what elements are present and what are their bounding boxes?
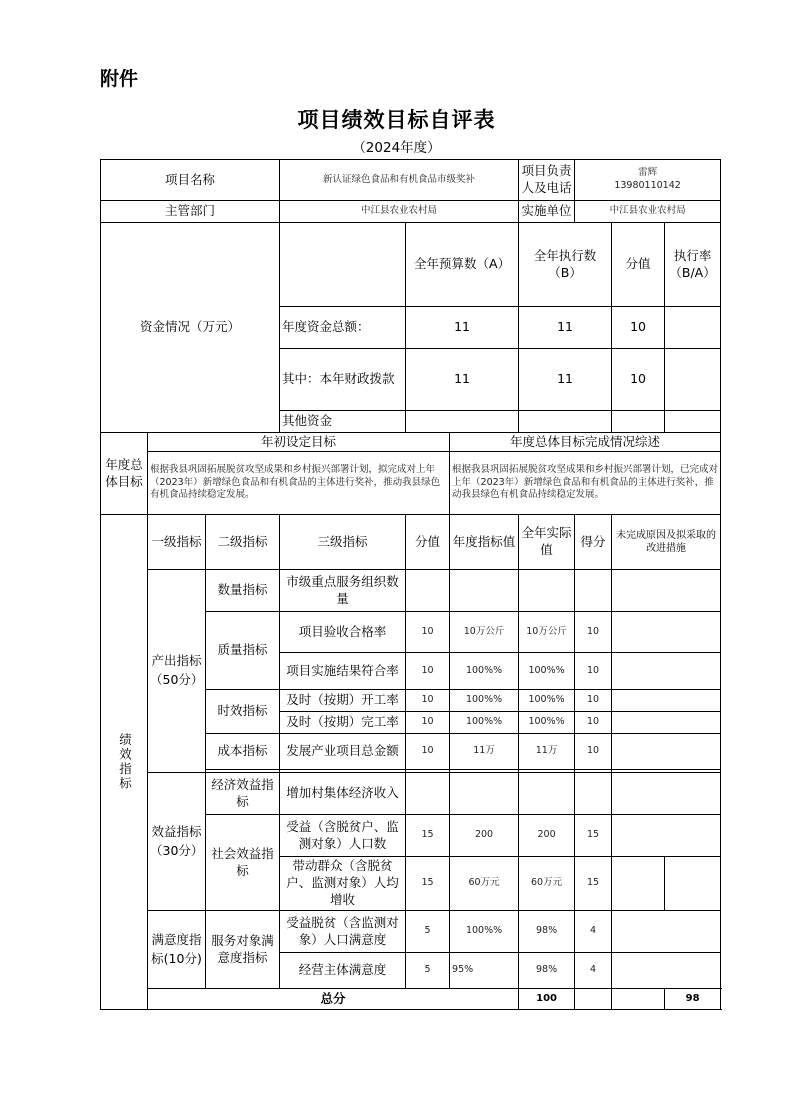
indicator-target: 100%% xyxy=(450,712,519,734)
indicator-reason xyxy=(612,953,721,989)
perf-header-actual: 全年实际值 xyxy=(519,515,575,570)
indicator-value: 5 xyxy=(406,911,450,953)
funds-header-score-value: 分值 xyxy=(612,223,665,307)
indicator-target: 100%% xyxy=(450,690,519,712)
funds-budget xyxy=(406,411,519,433)
total-label: 总分 xyxy=(148,989,519,1010)
indicator-score: 4 xyxy=(575,953,612,989)
indicator-reason xyxy=(665,857,721,911)
l3-indicator: 及时（按期）开工率 xyxy=(280,690,406,712)
project-name-value: 新认证绿色食品和有机食品市级奖补 xyxy=(280,160,519,201)
l3-indicator: 市级重点服务组织数量 xyxy=(280,570,406,612)
l2-quality: 质量指标 xyxy=(206,612,280,690)
indicator-score: 4 xyxy=(575,911,612,953)
indicator-reason xyxy=(612,570,721,612)
impl-unit-value: 中江县农业农村局 xyxy=(575,201,721,223)
year-subtitle: （2024年度） xyxy=(352,140,441,156)
l3-indicator: 受益脱贫（含监测对象）人口满意度 xyxy=(280,911,406,953)
indicator-actual: 100%% xyxy=(519,653,575,690)
indicator-actual: 98% xyxy=(519,911,575,953)
indicator-actual: 11万 xyxy=(519,734,575,770)
indicator-value: 15 xyxy=(406,857,450,911)
funds-budget: 11 xyxy=(406,307,519,349)
total-score: 98 xyxy=(665,989,721,1010)
leader-phone: 13980110142 xyxy=(614,180,681,191)
l3-indicator: 受益（含脱贫户、监测对象）人口数 xyxy=(280,815,406,857)
funds-score-value xyxy=(612,411,665,433)
indicator-value: 10 xyxy=(406,612,450,653)
indicator-score: 10 xyxy=(575,690,612,712)
perf-label-text: 绩效指标 xyxy=(117,733,133,791)
indicator-value: 10 xyxy=(406,690,450,712)
satisfaction-indicator-label: 满意度指标(10分) xyxy=(148,911,206,989)
benefit-indicator-label: 效益指标（30分） xyxy=(148,773,206,911)
indicator-actual: 100%% xyxy=(519,712,575,734)
indicator-score: 10 xyxy=(575,712,612,734)
l3-indicator: 带动群众（含脱贫户、监测对象）人均增收 xyxy=(280,857,406,911)
indicator-actual xyxy=(519,773,575,815)
indicator-reason xyxy=(612,815,721,857)
indicator-value: 10 xyxy=(406,734,450,770)
l2-social: 社会效益指标 xyxy=(206,815,280,911)
indicator-value: 10 xyxy=(406,712,450,734)
indicator-actual: 60万元 xyxy=(519,857,575,911)
funds-header-budget: 全年预算数（A） xyxy=(406,223,519,307)
indicator-reason xyxy=(612,712,721,734)
indicator-actual xyxy=(519,570,575,612)
annual-goal-label: 年度总体目标 xyxy=(101,433,148,515)
goal-summary-header: 年度总体目标完成情况综述 xyxy=(450,433,721,452)
attachment-label: 附件 xyxy=(100,68,139,90)
l3-indicator: 项目实施结果符合率 xyxy=(280,653,406,690)
l3-indicator: 增加村集体经济收入 xyxy=(280,773,406,815)
funds-score-value: 10 xyxy=(612,307,665,349)
indicator-reason xyxy=(612,734,721,770)
leader-name: 雷辉 xyxy=(638,167,658,179)
indicator-target: 100%% xyxy=(450,653,519,690)
funds-exec: 11 xyxy=(519,349,612,411)
l3-indicator: 及时（按期）完工率 xyxy=(280,712,406,734)
funds-score-value: 10 xyxy=(612,349,665,411)
output-indicator-label: 产出指标（50分） xyxy=(148,570,206,773)
dept-value: 中江县农业农村局 xyxy=(280,201,519,223)
impl-unit-label: 实施单位 xyxy=(519,201,575,223)
indicator-reason xyxy=(612,653,721,690)
l3-indicator: 经营主体满意度 xyxy=(280,953,406,989)
dept-label: 主管部门 xyxy=(101,201,280,223)
funds-row-label: 年度资金总额： xyxy=(280,307,406,349)
page-title: 项目绩效目标自评表 xyxy=(297,108,496,132)
funds-header-rate: 执行率（B/A） xyxy=(665,223,721,307)
indicator-value: 15 xyxy=(406,815,450,857)
indicator-reason xyxy=(612,690,721,712)
indicator-value xyxy=(406,773,450,815)
indicator-value: 10 xyxy=(406,653,450,690)
indicator-target xyxy=(450,570,519,612)
indicator-reason xyxy=(612,857,665,911)
funds-row-label: 其中：本年财政拨款 xyxy=(280,349,406,411)
indicator-score: 10 xyxy=(575,612,612,653)
perf-header-target: 年度指标值 xyxy=(450,515,519,570)
l2-timeliness: 时效指标 xyxy=(206,690,280,734)
perf-label xyxy=(101,515,148,1010)
indicator-reason xyxy=(612,773,721,815)
indicator-target: 100%% xyxy=(450,911,519,953)
indicator-target: 95% xyxy=(450,953,519,989)
performance-table xyxy=(100,159,721,1010)
indicator-target: 11万 xyxy=(450,734,519,770)
perf-header-l3: 三级指标 xyxy=(280,515,406,570)
total-value: 100 xyxy=(519,989,575,1010)
indicator-actual: 200 xyxy=(519,815,575,857)
indicator-actual: 100%% xyxy=(519,690,575,712)
goal-summary-text: 根据我县巩固拓展脱贫攻坚成果和乡村振兴部署计划，已完成对上年（2023年）新增绿色食品和有机食品的主体进行奖补，推动我县绿色有机食品持续稳定发展。 xyxy=(450,452,721,515)
indicator-value xyxy=(406,570,450,612)
funds-budget: 11 xyxy=(406,349,519,411)
perf-header-score: 得分 xyxy=(575,515,612,570)
funds-row-label: 其他资金 xyxy=(280,411,406,433)
indicator-reason xyxy=(612,911,721,953)
indicator-score: 10 xyxy=(575,653,612,690)
perf-header-value: 分值 xyxy=(406,515,450,570)
indicator-value: 5 xyxy=(406,953,450,989)
l2-cost: 成本指标 xyxy=(206,734,280,770)
indicator-score: 15 xyxy=(575,857,612,911)
indicator-score xyxy=(575,773,612,815)
indicator-actual: 10万公斤 xyxy=(519,612,575,653)
project-name-label: 项目名称 xyxy=(101,160,280,201)
indicator-target: 10万公斤 xyxy=(450,612,519,653)
l3-indicator: 发展产业项目总金额 xyxy=(280,734,406,770)
perf-header-l2: 二级指标 xyxy=(206,515,280,570)
funds-header-exec: 全年执行数（B） xyxy=(519,223,612,307)
indicator-score: 10 xyxy=(575,734,612,770)
funds-rate xyxy=(665,411,721,433)
funds-rate xyxy=(665,349,721,411)
funds-rate xyxy=(665,307,721,349)
indicator-target: 200 xyxy=(450,815,519,857)
indicator-score xyxy=(575,570,612,612)
funds-exec: 11 xyxy=(519,307,612,349)
indicator-reason xyxy=(612,612,721,653)
l3-indicator: 项目验收合格率 xyxy=(280,612,406,653)
indicator-target: 60万元 xyxy=(450,857,519,911)
funds-exec xyxy=(519,411,612,433)
perf-header-reason: 未完成原因及拟采取的改进措施 xyxy=(612,515,721,570)
l2-quantity: 数量指标 xyxy=(206,570,280,612)
perf-header-l1: 一级指标 xyxy=(148,515,206,570)
initial-goal-text: 根据我县巩固拓展脱贫攻坚成果和乡村振兴部署计划，拟完成对上年（2023年）新增绿色食品和有机食品的主体进行奖补，推动我县绿色有机食品持续稳定发展。 xyxy=(148,452,450,515)
indicator-actual: 98% xyxy=(519,953,575,989)
indicator-score: 15 xyxy=(575,815,612,857)
l2-service-satisfaction: 服务对象满意度指标 xyxy=(206,911,280,989)
funds-label: 资金情况（万元） xyxy=(101,223,280,433)
project-leader-label: 项目负责人及电话 xyxy=(519,160,575,201)
initial-goal-header: 年初设定目标 xyxy=(148,433,450,452)
project-leader-value xyxy=(575,160,721,201)
l2-economic: 经济效益指标 xyxy=(206,773,280,815)
indicator-target xyxy=(450,773,519,815)
